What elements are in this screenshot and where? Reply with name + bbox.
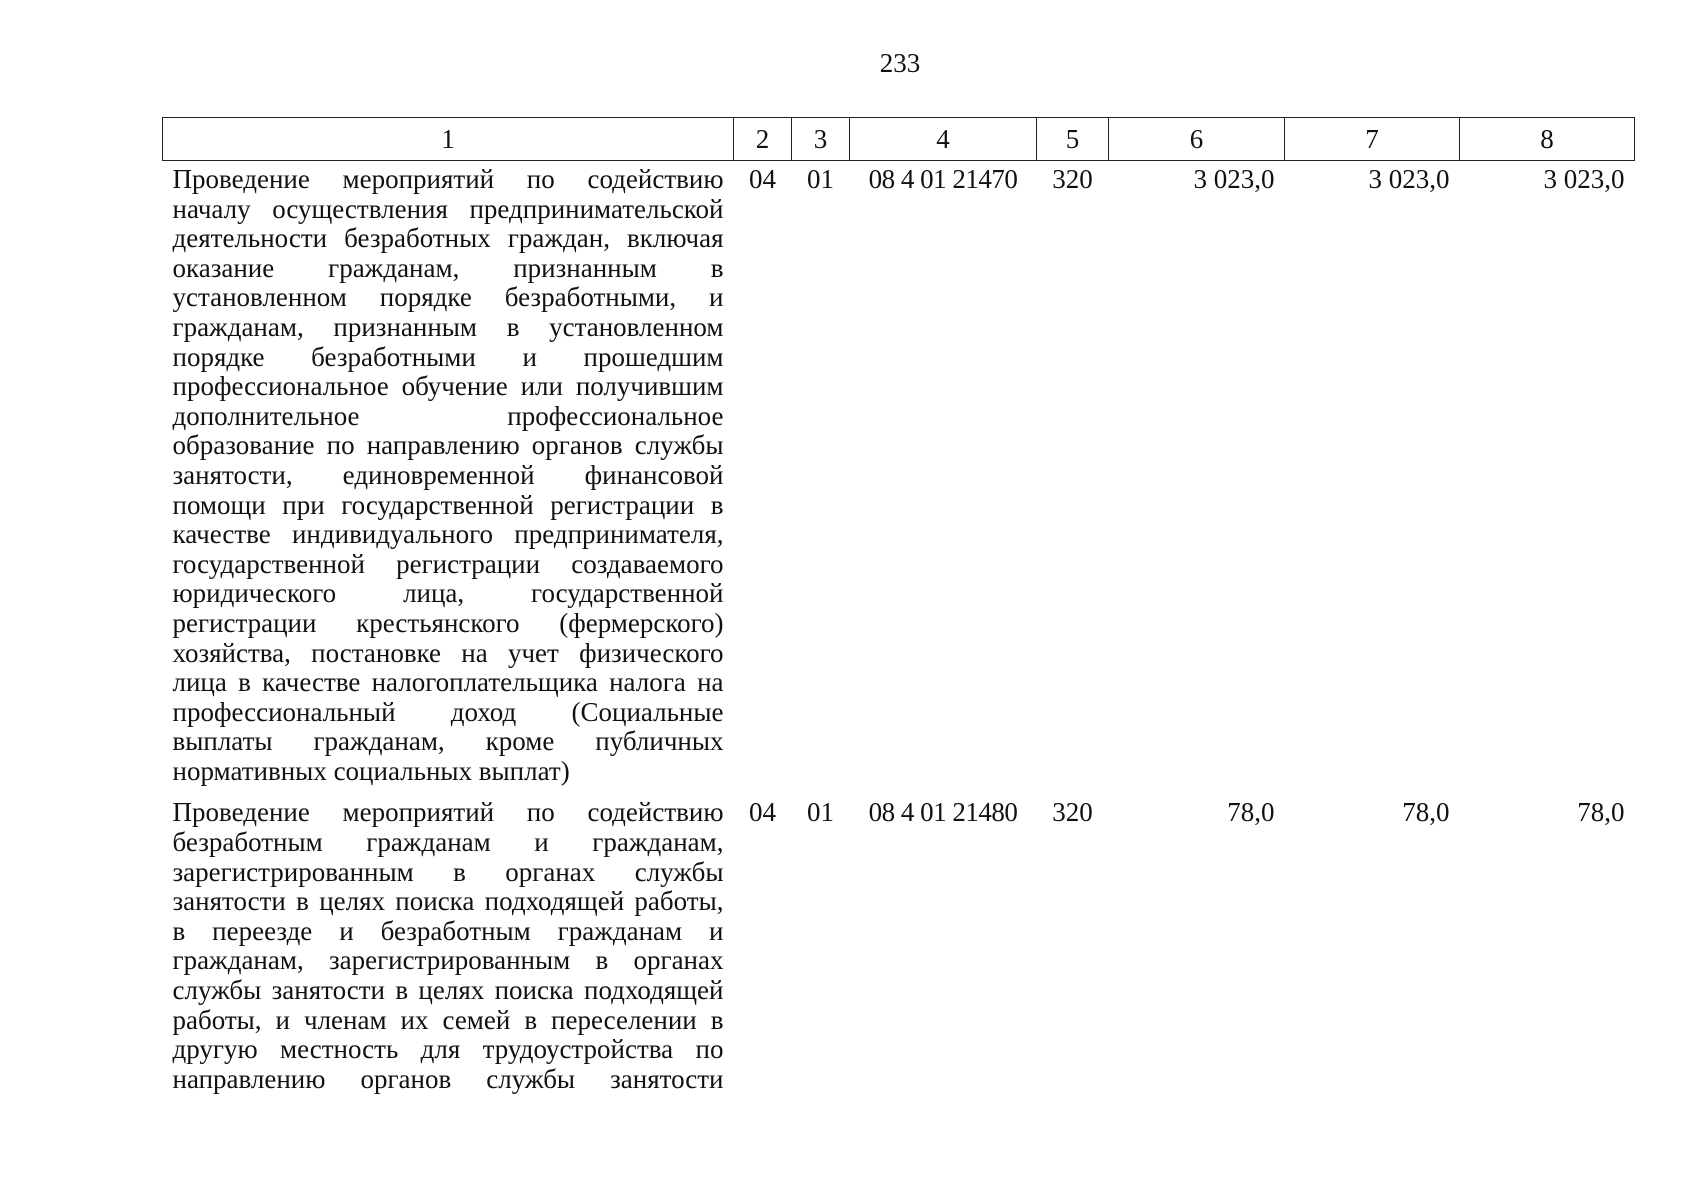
row-amount-7: 3 023,0 [1368,164,1450,194]
row-description: Проведение мероприятий по содействию началу осуществления предпринимательской деятельности безработных граждан, включая оказание гражданам, признанным в установленном порядке безработными, и гражданам, признанным в установленном порядке безработными и прошедшим профессиональное обучение или получившим дополнительное профессиональное образование по направлению органов службы занятости, единовременной финансовой помощи при государственной регистрации в качестве индивидуального предпринимателя, государственной регистрации создаваемого юридического лица, государственной регистрации крестьянского (фермерского) хозяйства, постановке на учет физического лица в качестве налогоплательщика налога на профессиональный доход (Социальные выплаты гражданам, кроме публичных нормативных социальных выплат) [172,164,724,786]
row-subsection-code: 01 [807,797,834,828]
row-section-code: 04 [749,164,776,194]
row-description: Проведение мероприятий по содействию безработным гражданам и гражданам, зарегистрированным в органах службы занятости в целях поиска подходящей работы, в переезде и безработным гражданам и гражданам, зарегистрированным в органах службы занятости в целях поиска подходящей работы, и членам их семей в переселении в другую местность для трудоустройства по направлению органов службы занятости [172,797,724,1094]
column-header-8: 8 [1460,118,1635,161]
column-header-7: 7 [1285,118,1460,161]
column-header-6: 6 [1109,118,1285,161]
table-row [163,798,1635,1094]
row-amount-6: 78,0 [1227,797,1275,828]
page-number: 233 [879,48,921,78]
row-amount-8: 78,0 [1577,797,1625,828]
column-header-5: 5 [1037,118,1109,161]
row-expense-type-code: 320 [1052,797,1093,828]
row-target-article-code: 08 4 01 21480 [868,797,1018,828]
row-expense-type-code: 320 [1052,164,1093,194]
row-amount-6: 3 023,0 [1193,164,1275,194]
table-header [163,118,1635,161]
row-section-code: 04 [749,797,776,828]
column-header-1: 1 [163,118,734,161]
row-amount-7: 78,0 [1402,797,1450,828]
table-row [163,161,1635,799]
row-subsection-code: 01 [807,164,834,194]
header-row [163,118,1635,161]
table-body [163,161,1635,1095]
column-header-4: 4 [850,118,1037,161]
column-header-2: 2 [734,118,792,161]
budget-table [162,117,1635,1094]
row-amount-8: 3 023,0 [1543,164,1625,194]
row-target-article-code: 08 4 01 21470 [868,164,1018,194]
column-header-3: 3 [792,118,850,161]
